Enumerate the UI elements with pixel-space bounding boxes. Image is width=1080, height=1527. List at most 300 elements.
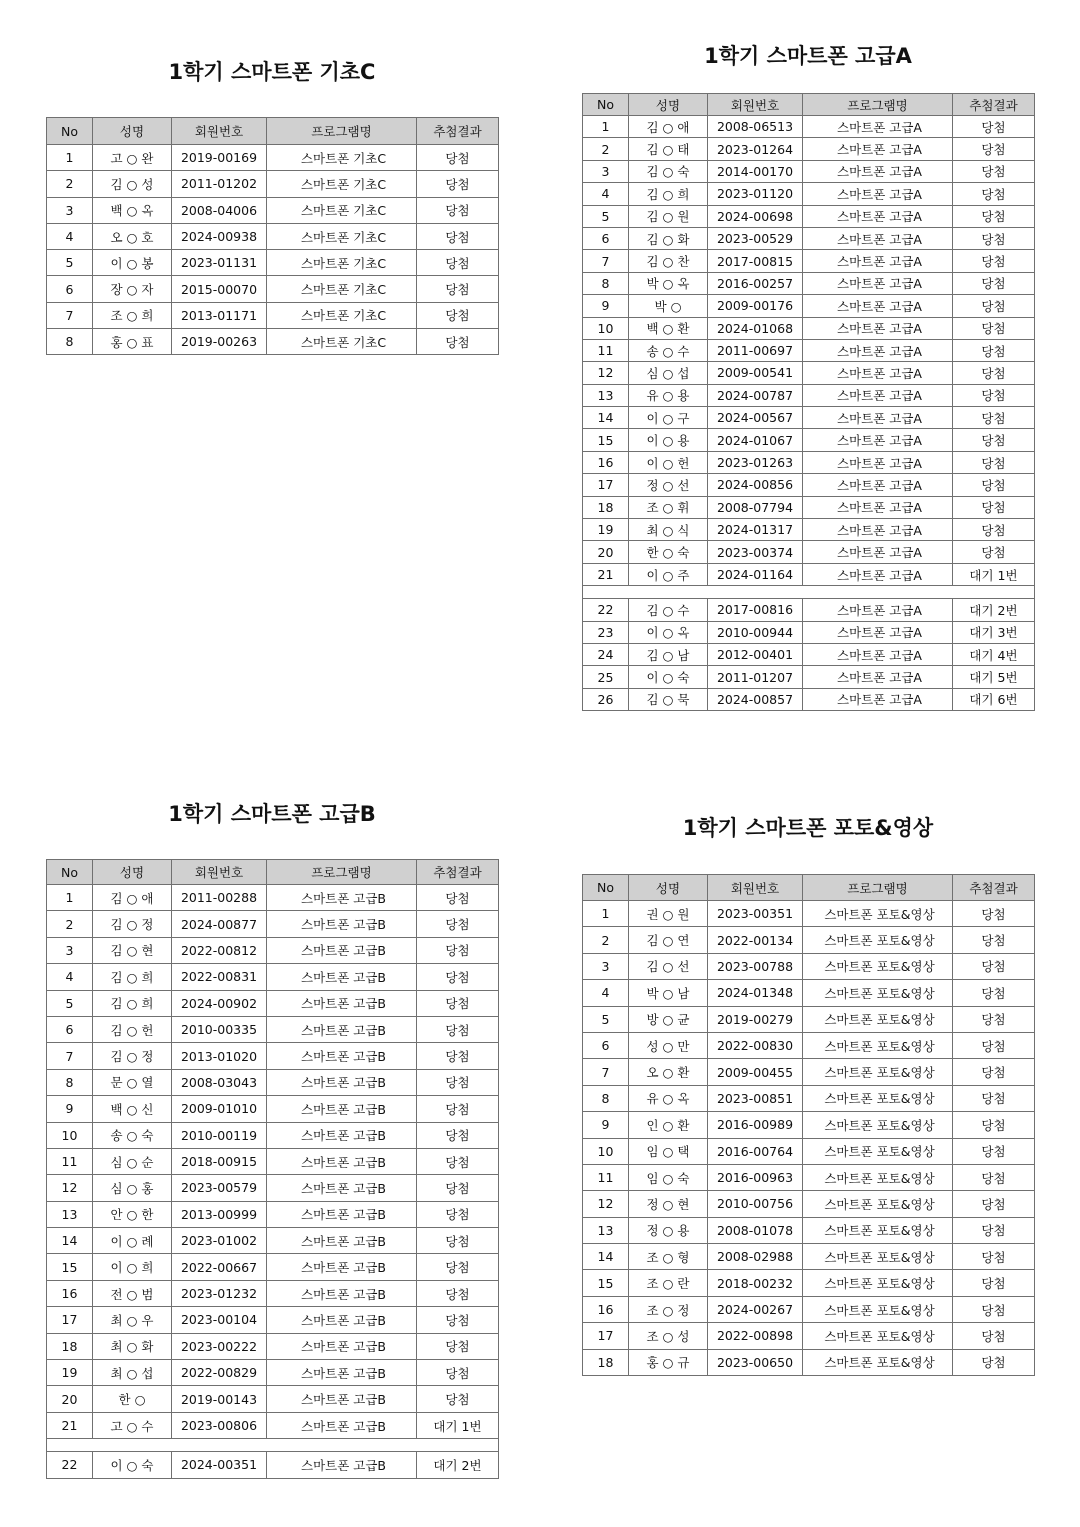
cell-result: 대기 2번 bbox=[953, 599, 1035, 621]
cell-program: 스마트폰 기초C bbox=[267, 250, 417, 276]
cell-member-id: 2024-01164 bbox=[708, 563, 803, 585]
cell-member-id: 2016-00257 bbox=[708, 272, 803, 294]
cell-no: 22 bbox=[47, 1452, 93, 1478]
header-col-member-id: 회원번호 bbox=[172, 860, 267, 885]
header-col-program: 프로그램명 bbox=[803, 94, 953, 116]
cell-name: 조 ○ 성 bbox=[629, 1323, 708, 1349]
cell-name: 조 ○ 정 bbox=[629, 1296, 708, 1322]
cell-no: 20 bbox=[47, 1386, 93, 1412]
cell-program: 스마트폰 기초C bbox=[267, 145, 417, 171]
table-row bbox=[47, 1333, 499, 1359]
section-title: 1학기 스마트폰 포토&영상 bbox=[682, 816, 934, 840]
table-row bbox=[583, 1032, 1035, 1058]
header-col-name: 성명 bbox=[93, 118, 172, 145]
table-row bbox=[583, 183, 1035, 205]
cell-program: 스마트폰 고급B bbox=[267, 885, 417, 911]
cell-name: 김 ○ 희 bbox=[93, 964, 172, 990]
cell-result: 당첨 bbox=[953, 927, 1035, 953]
cell-name: 최 ○ 식 bbox=[629, 519, 708, 541]
cell-result: 당첨 bbox=[417, 276, 499, 302]
cell-name: 김 ○ 애 bbox=[629, 116, 708, 138]
cell-program: 스마트폰 고급A bbox=[803, 519, 953, 541]
table-row bbox=[583, 599, 1035, 621]
cell-member-id: 2023-01264 bbox=[708, 138, 803, 160]
group-gap bbox=[583, 586, 1035, 599]
cell-result: 당첨 bbox=[417, 964, 499, 990]
cell-no: 15 bbox=[583, 1270, 629, 1296]
cell-program: 스마트폰 고급B bbox=[267, 964, 417, 990]
table-row bbox=[583, 205, 1035, 227]
cell-result: 당첨 bbox=[417, 1280, 499, 1306]
cell-program: 스마트폰 고급A bbox=[803, 621, 953, 643]
cell-member-id: 2017-00815 bbox=[708, 250, 803, 272]
cell-program: 스마트폰 고급A bbox=[803, 183, 953, 205]
cell-member-id: 2022-00831 bbox=[172, 964, 267, 990]
table-row bbox=[47, 1412, 499, 1438]
cell-no: 16 bbox=[47, 1280, 93, 1306]
cell-member-id: 2024-01068 bbox=[708, 317, 803, 339]
cell-program: 스마트폰 고급A bbox=[803, 160, 953, 182]
table-row bbox=[583, 1085, 1035, 1111]
cell-no: 11 bbox=[583, 339, 629, 361]
cell-result: 당첨 bbox=[953, 1112, 1035, 1138]
cell-name: 최 ○ 섭 bbox=[93, 1360, 172, 1386]
cell-member-id: 2008-02988 bbox=[708, 1244, 803, 1270]
cell-program: 스마트폰 고급B bbox=[267, 1280, 417, 1306]
table-row bbox=[47, 911, 499, 937]
cell-name: 김 ○ 정 bbox=[93, 1043, 172, 1069]
cell-name: 송 ○ 숙 bbox=[93, 1122, 172, 1148]
cell-member-id: 2011-00697 bbox=[708, 339, 803, 361]
table-row bbox=[583, 1270, 1035, 1296]
cell-name: 김 ○ 숙 bbox=[629, 160, 708, 182]
table-row bbox=[583, 1191, 1035, 1217]
cell-name: 김 ○ 남 bbox=[629, 643, 708, 665]
cell-member-id: 2013-00999 bbox=[172, 1201, 267, 1227]
cell-name: 이 ○ 옥 bbox=[629, 621, 708, 643]
cell-no: 6 bbox=[47, 1016, 93, 1042]
table-row bbox=[583, 339, 1035, 361]
table-row bbox=[47, 1201, 499, 1227]
cell-result: 당첨 bbox=[953, 1032, 1035, 1058]
cell-name: 김 ○ 성 bbox=[93, 171, 172, 197]
table-row bbox=[583, 227, 1035, 249]
cell-result: 당첨 bbox=[953, 980, 1035, 1006]
table-row bbox=[583, 1006, 1035, 1032]
cell-no: 7 bbox=[583, 250, 629, 272]
cell-no: 8 bbox=[47, 1069, 93, 1095]
cell-no: 22 bbox=[583, 599, 629, 621]
table-row bbox=[583, 250, 1035, 272]
cell-name: 김 ○ 연 bbox=[629, 927, 708, 953]
cell-member-id: 2023-00851 bbox=[708, 1085, 803, 1111]
cell-member-id: 2008-06513 bbox=[708, 116, 803, 138]
cell-member-id: 2024-00857 bbox=[708, 688, 803, 710]
cell-no: 15 bbox=[47, 1254, 93, 1280]
cell-name: 김 ○ 수 bbox=[629, 599, 708, 621]
cell-member-id: 2023-00351 bbox=[708, 901, 803, 927]
header-col-result: 추첨결과 bbox=[417, 860, 499, 885]
table-row bbox=[47, 1452, 499, 1478]
cell-name: 이 ○ 헌 bbox=[629, 451, 708, 473]
cell-program: 스마트폰 고급A bbox=[803, 295, 953, 317]
cell-member-id: 2023-00374 bbox=[708, 541, 803, 563]
cell-member-id: 2016-00764 bbox=[708, 1138, 803, 1164]
cell-no: 3 bbox=[583, 953, 629, 979]
cell-result: 당첨 bbox=[953, 1323, 1035, 1349]
cell-result: 당첨 bbox=[953, 317, 1035, 339]
table-row bbox=[583, 317, 1035, 339]
cell-member-id: 2024-00877 bbox=[172, 911, 267, 937]
cell-no: 16 bbox=[583, 451, 629, 473]
cell-name: 김 ○ 애 bbox=[93, 885, 172, 911]
cell-member-id: 2023-00806 bbox=[172, 1412, 267, 1438]
cell-name: 한 ○ bbox=[93, 1386, 172, 1412]
table-row bbox=[583, 688, 1035, 710]
cell-name: 이 ○ 희 bbox=[93, 1254, 172, 1280]
cell-result: 당첨 bbox=[417, 1148, 499, 1174]
header-row bbox=[47, 860, 499, 885]
table-row bbox=[583, 407, 1035, 429]
cell-name: 한 ○ 숙 bbox=[629, 541, 708, 563]
header-col-result: 추첨결과 bbox=[953, 875, 1035, 901]
cell-member-id: 2008-01078 bbox=[708, 1217, 803, 1243]
table-row bbox=[583, 980, 1035, 1006]
cell-result: 대기 3번 bbox=[953, 621, 1035, 643]
cell-member-id: 2023-00650 bbox=[708, 1349, 803, 1375]
cell-program: 스마트폰 기초C bbox=[267, 276, 417, 302]
table-row bbox=[47, 250, 499, 276]
cell-result: 당첨 bbox=[953, 250, 1035, 272]
cell-program: 스마트폰 고급A bbox=[803, 541, 953, 563]
cell-no: 1 bbox=[47, 885, 93, 911]
cell-result: 당첨 bbox=[953, 1164, 1035, 1190]
cell-result: 당첨 bbox=[953, 474, 1035, 496]
cell-no: 5 bbox=[583, 205, 629, 227]
cell-program: 스마트폰 고급A bbox=[803, 599, 953, 621]
cell-member-id: 2022-00830 bbox=[708, 1032, 803, 1058]
cell-name: 오 ○ 환 bbox=[629, 1059, 708, 1085]
table-row bbox=[583, 643, 1035, 665]
cell-result: 당첨 bbox=[417, 1228, 499, 1254]
table-row bbox=[47, 964, 499, 990]
cell-result: 당첨 bbox=[953, 1138, 1035, 1164]
table-row bbox=[47, 990, 499, 1016]
cell-result: 당첨 bbox=[953, 953, 1035, 979]
cell-member-id: 2009-00176 bbox=[708, 295, 803, 317]
cell-no: 17 bbox=[583, 474, 629, 496]
cell-no: 20 bbox=[583, 541, 629, 563]
table-row bbox=[47, 1175, 499, 1201]
cell-result: 당첨 bbox=[417, 1386, 499, 1412]
cell-member-id: 2024-00787 bbox=[708, 384, 803, 406]
cell-name: 김 ○ 헌 bbox=[93, 1016, 172, 1042]
cell-member-id: 2018-00232 bbox=[708, 1270, 803, 1296]
cell-result: 당첨 bbox=[417, 250, 499, 276]
cell-member-id: 2023-00579 bbox=[172, 1175, 267, 1201]
cell-name: 문 ○ 열 bbox=[93, 1069, 172, 1095]
cell-no: 10 bbox=[583, 1138, 629, 1164]
header-row bbox=[583, 94, 1035, 116]
cell-member-id: 2018-00915 bbox=[172, 1148, 267, 1174]
cell-result: 당첨 bbox=[417, 1254, 499, 1280]
cell-member-id: 2019-00169 bbox=[172, 145, 267, 171]
cell-no: 13 bbox=[47, 1201, 93, 1227]
cell-no: 26 bbox=[583, 688, 629, 710]
cell-no: 19 bbox=[583, 519, 629, 541]
cell-result: 당첨 bbox=[953, 295, 1035, 317]
cell-member-id: 2022-00812 bbox=[172, 937, 267, 963]
table-row bbox=[47, 223, 499, 249]
cell-no: 17 bbox=[583, 1323, 629, 1349]
cell-program: 스마트폰 고급A bbox=[803, 362, 953, 384]
table-row bbox=[47, 302, 499, 328]
cell-result: 당첨 bbox=[953, 1059, 1035, 1085]
cell-result: 당첨 bbox=[417, 197, 499, 223]
cell-name: 송 ○ 수 bbox=[629, 339, 708, 361]
cell-no: 9 bbox=[583, 1112, 629, 1138]
cell-name: 홍 ○ 규 bbox=[629, 1349, 708, 1375]
cell-program: 스마트폰 기초C bbox=[267, 329, 417, 355]
cell-no: 8 bbox=[583, 1085, 629, 1111]
cell-result: 당첨 bbox=[953, 1244, 1035, 1270]
cell-name: 홍 ○ 표 bbox=[93, 329, 172, 355]
cell-result: 당첨 bbox=[953, 384, 1035, 406]
cell-result: 당첨 bbox=[417, 1122, 499, 1148]
cell-member-id: 2016-00963 bbox=[708, 1164, 803, 1190]
cell-result: 당첨 bbox=[417, 223, 499, 249]
cell-program: 스마트폰 포토&영상 bbox=[803, 1244, 953, 1270]
table-row bbox=[583, 160, 1035, 182]
cell-program: 스마트폰 포토&영상 bbox=[803, 1032, 953, 1058]
cell-program: 스마트폰 고급B bbox=[267, 937, 417, 963]
cell-no: 23 bbox=[583, 621, 629, 643]
cell-member-id: 2019-00279 bbox=[708, 1006, 803, 1032]
cell-program: 스마트폰 고급A bbox=[803, 496, 953, 518]
cell-result: 당첨 bbox=[953, 429, 1035, 451]
cell-no: 18 bbox=[583, 496, 629, 518]
cell-no: 13 bbox=[583, 1217, 629, 1243]
cell-name: 김 ○ 정 bbox=[93, 911, 172, 937]
table-row bbox=[47, 1307, 499, 1333]
cell-program: 스마트폰 포토&영상 bbox=[803, 1112, 953, 1138]
cell-program: 스마트폰 고급A bbox=[803, 272, 953, 294]
cell-no: 5 bbox=[47, 990, 93, 1016]
table-row bbox=[47, 885, 499, 911]
cell-name: 인 ○ 환 bbox=[629, 1112, 708, 1138]
cell-no: 15 bbox=[583, 429, 629, 451]
cell-program: 스마트폰 고급B bbox=[267, 911, 417, 937]
cell-member-id: 2024-00698 bbox=[708, 205, 803, 227]
cell-program: 스마트폰 포토&영상 bbox=[803, 1323, 953, 1349]
cell-result: 당첨 bbox=[953, 227, 1035, 249]
cell-no: 4 bbox=[583, 980, 629, 1006]
cell-result: 당첨 bbox=[953, 496, 1035, 518]
table-row bbox=[583, 451, 1035, 473]
table-row bbox=[47, 1386, 499, 1412]
cell-program: 스마트폰 포토&영상 bbox=[803, 1138, 953, 1164]
cell-name: 이 ○ 용 bbox=[629, 429, 708, 451]
cell-name: 오 ○ 호 bbox=[93, 223, 172, 249]
table-row bbox=[583, 953, 1035, 979]
cell-no: 6 bbox=[583, 227, 629, 249]
cell-program: 스마트폰 고급A bbox=[803, 138, 953, 160]
cell-no: 11 bbox=[47, 1148, 93, 1174]
cell-result: 당첨 bbox=[953, 183, 1035, 205]
cell-name: 이 ○ 례 bbox=[93, 1228, 172, 1254]
cell-result: 당첨 bbox=[417, 171, 499, 197]
cell-name: 심 ○ 섭 bbox=[629, 362, 708, 384]
cell-result: 당첨 bbox=[953, 339, 1035, 361]
cell-program: 스마트폰 고급A bbox=[803, 451, 953, 473]
cell-program: 스마트폰 고급B bbox=[267, 1043, 417, 1069]
header-col-name: 성명 bbox=[93, 860, 172, 885]
cell-result: 대기 2번 bbox=[417, 1452, 499, 1478]
table-row bbox=[583, 1138, 1035, 1164]
header-col-program: 프로그램명 bbox=[803, 875, 953, 901]
cell-result: 당첨 bbox=[953, 1191, 1035, 1217]
cell-member-id: 2016-00989 bbox=[708, 1112, 803, 1138]
section-title: 1학기 스마트폰 고급B bbox=[168, 802, 376, 826]
cell-result: 당첨 bbox=[953, 541, 1035, 563]
table-row bbox=[583, 1059, 1035, 1085]
cell-result: 당첨 bbox=[417, 911, 499, 937]
table-row bbox=[583, 901, 1035, 927]
table-row bbox=[47, 197, 499, 223]
cell-program: 스마트폰 고급A bbox=[803, 227, 953, 249]
cell-member-id: 2022-00829 bbox=[172, 1360, 267, 1386]
cell-name: 김 ○ 희 bbox=[629, 183, 708, 205]
table-row bbox=[583, 429, 1035, 451]
cell-result: 당첨 bbox=[953, 519, 1035, 541]
table-row bbox=[47, 1254, 499, 1280]
cell-program: 스마트폰 포토&영상 bbox=[803, 1349, 953, 1375]
cell-name: 최 ○ 화 bbox=[93, 1333, 172, 1359]
cell-program: 스마트폰 포토&영상 bbox=[803, 980, 953, 1006]
cell-member-id: 2023-00788 bbox=[708, 953, 803, 979]
gap-cell bbox=[583, 586, 1035, 599]
cell-result: 대기 1번 bbox=[417, 1412, 499, 1438]
table-row bbox=[47, 1148, 499, 1174]
cell-no: 12 bbox=[583, 362, 629, 384]
cell-member-id: 2014-00170 bbox=[708, 160, 803, 182]
table-row bbox=[583, 295, 1035, 317]
cell-no: 6 bbox=[47, 276, 93, 302]
cell-no: 5 bbox=[583, 1006, 629, 1032]
cell-result: 당첨 bbox=[953, 160, 1035, 182]
cell-program: 스마트폰 고급A bbox=[803, 688, 953, 710]
table-row bbox=[583, 927, 1035, 953]
cell-result: 대기 5번 bbox=[953, 666, 1035, 688]
cell-member-id: 2011-01202 bbox=[172, 171, 267, 197]
cell-name: 조 ○ 휘 bbox=[629, 496, 708, 518]
header-col-no: No bbox=[583, 94, 629, 116]
cell-no: 21 bbox=[583, 563, 629, 585]
cell-program: 스마트폰 고급A bbox=[803, 317, 953, 339]
cell-result: 당첨 bbox=[953, 1270, 1035, 1296]
cell-result: 당첨 bbox=[953, 1296, 1035, 1322]
cell-member-id: 2009-01010 bbox=[172, 1096, 267, 1122]
cell-program: 스마트폰 고급B bbox=[267, 990, 417, 1016]
cell-no: 25 bbox=[583, 666, 629, 688]
cell-program: 스마트폰 포토&영상 bbox=[803, 1085, 953, 1111]
cell-no: 5 bbox=[47, 250, 93, 276]
table-row bbox=[47, 1069, 499, 1095]
cell-result: 당첨 bbox=[417, 1307, 499, 1333]
table-row bbox=[583, 116, 1035, 138]
cell-no: 3 bbox=[47, 937, 93, 963]
cell-name: 유 ○ 옥 bbox=[629, 1085, 708, 1111]
cell-member-id: 2019-00143 bbox=[172, 1386, 267, 1412]
cell-name: 백 ○ 신 bbox=[93, 1096, 172, 1122]
cell-no: 2 bbox=[47, 911, 93, 937]
cell-member-id: 2008-04006 bbox=[172, 197, 267, 223]
cell-no: 10 bbox=[47, 1122, 93, 1148]
cell-name: 고 ○ 완 bbox=[93, 145, 172, 171]
cell-program: 스마트폰 고급A bbox=[803, 339, 953, 361]
cell-result: 당첨 bbox=[953, 407, 1035, 429]
cell-program: 스마트폰 포토&영상 bbox=[803, 927, 953, 953]
cell-name: 최 ○ 우 bbox=[93, 1307, 172, 1333]
cell-result: 당첨 bbox=[417, 329, 499, 355]
table-row bbox=[583, 621, 1035, 643]
table-row bbox=[47, 1043, 499, 1069]
cell-program: 스마트폰 포토&영상 bbox=[803, 1059, 953, 1085]
cell-member-id: 2024-00938 bbox=[172, 223, 267, 249]
cell-member-id: 2011-01207 bbox=[708, 666, 803, 688]
table-row bbox=[47, 937, 499, 963]
cell-member-id: 2023-01232 bbox=[172, 1280, 267, 1306]
cell-no: 3 bbox=[583, 160, 629, 182]
cell-name: 백 ○ 환 bbox=[629, 317, 708, 339]
cell-result: 대기 4번 bbox=[953, 643, 1035, 665]
table-row bbox=[583, 563, 1035, 585]
cell-member-id: 2008-07794 bbox=[708, 496, 803, 518]
cell-no: 14 bbox=[47, 1228, 93, 1254]
cell-result: 대기 6번 bbox=[953, 688, 1035, 710]
cell-no: 11 bbox=[583, 1164, 629, 1190]
cell-result: 당첨 bbox=[417, 1016, 499, 1042]
cell-no: 14 bbox=[583, 1244, 629, 1270]
cell-result: 당첨 bbox=[417, 1043, 499, 1069]
cell-program: 스마트폰 고급B bbox=[267, 1333, 417, 1359]
cell-no: 17 bbox=[47, 1307, 93, 1333]
cell-name: 정 ○ 현 bbox=[629, 1191, 708, 1217]
cell-no: 12 bbox=[583, 1191, 629, 1217]
cell-name: 임 ○ 숙 bbox=[629, 1164, 708, 1190]
header-row bbox=[583, 875, 1035, 901]
table-row bbox=[47, 1228, 499, 1254]
cell-name: 고 ○ 수 bbox=[93, 1412, 172, 1438]
cell-no: 18 bbox=[583, 1349, 629, 1375]
cell-no: 1 bbox=[583, 116, 629, 138]
cell-no: 10 bbox=[583, 317, 629, 339]
cell-member-id: 2015-00070 bbox=[172, 276, 267, 302]
header-col-program: 프로그램명 bbox=[267, 118, 417, 145]
table-row bbox=[583, 1217, 1035, 1243]
table-row bbox=[47, 1360, 499, 1386]
cell-result: 당첨 bbox=[417, 1175, 499, 1201]
header-col-name: 성명 bbox=[629, 875, 708, 901]
cell-member-id: 2008-03043 bbox=[172, 1069, 267, 1095]
cell-member-id: 2024-01067 bbox=[708, 429, 803, 451]
cell-result: 당첨 bbox=[953, 1349, 1035, 1375]
cell-program: 스마트폰 고급B bbox=[267, 1096, 417, 1122]
section-title: 1학기 스마트폰 기초C bbox=[168, 60, 376, 84]
cell-no: 2 bbox=[47, 171, 93, 197]
cell-name: 조 ○ 란 bbox=[629, 1270, 708, 1296]
cell-member-id: 2023-00529 bbox=[708, 227, 803, 249]
